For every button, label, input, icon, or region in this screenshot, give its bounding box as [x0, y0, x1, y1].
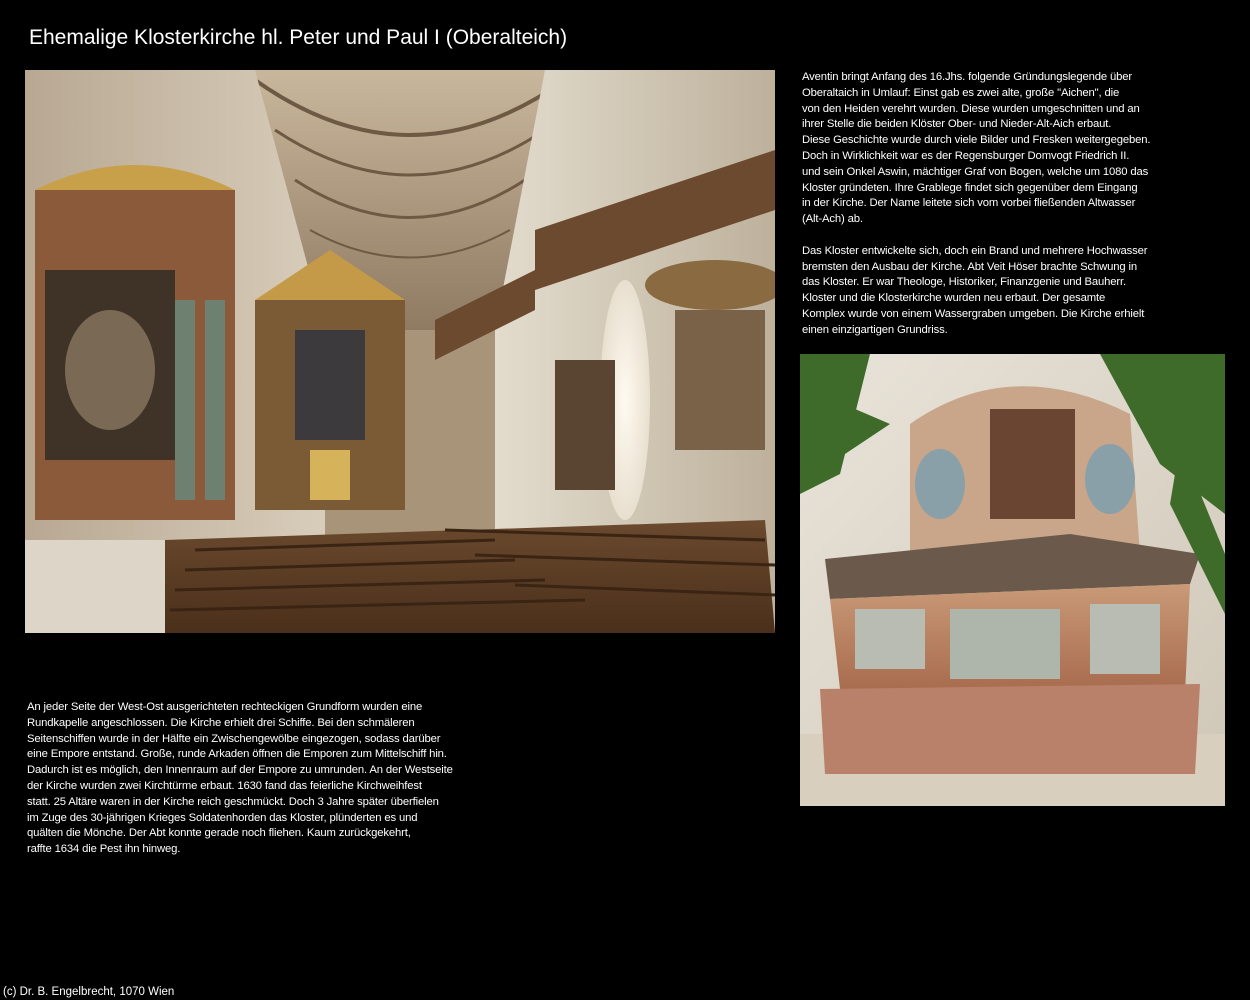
text-line: Seitenschiffen wurde in der Hälfte ein Zwischengewölbe eingezogen, sodass darüber	[27, 732, 441, 745]
tomb-photo	[800, 354, 1225, 806]
text-line: quälten die Mönche. Der Abt konnte gerade noch fliehen. Kaum zurückgekehrt,	[27, 827, 411, 840]
paragraph-gap	[802, 228, 1222, 244]
text-line: Kloster gründeten. Ihre Grablege findet sich gegenüber dem Eingang	[802, 181, 1138, 194]
text-line: ihrer Stelle die beiden Klöster Ober- und Nieder-Alt-Aich erbaut.	[802, 118, 1112, 131]
text-line: im Zuge des 30-jährigen Krieges Soldatenhorden das Kloster, plünderten es und	[27, 811, 418, 824]
church-interior-photo	[25, 70, 775, 633]
text-line: das Kloster. Er war Theologe, Historiker, Finanzgenie und Bauherr.	[802, 276, 1126, 289]
page-title: Ehemalige Klosterkirche hl. Peter und Paul I (Oberalteich)	[29, 26, 568, 49]
text-line: Dadurch ist es möglich, den Innenraum auf der Empore zu umrunden. An der Westseite	[27, 764, 453, 777]
text-line: Aventin bringt Anfang des 16.Jhs. folgende Gründungslegende über	[802, 71, 1132, 83]
text-line: Doch in Wirklichkeit war es der Regensburger Domvogt Friedrich II.	[802, 149, 1130, 162]
history-text-architecture	[27, 700, 507, 858]
text-line: Oberaltaich in Umlauf: Einst gab es zwei alte, große "Aichen", die	[802, 86, 1120, 99]
text-line: in der Kirche. Der Name leitete sich vom vorbei fließenden Altwasser	[802, 197, 1136, 210]
text-line: raffte 1634 die Pest ihn hinweg.	[27, 843, 181, 856]
text-line: eine Empore entstand. Große, runde Arkaden öffnen die Emporen zum Mittelschiff hin.	[27, 748, 447, 761]
text-line: Das Kloster entwickelte sich, doch ein Brand und mehrere Hochwasser	[802, 244, 1148, 257]
text-line: Rundkapelle angeschlossen. Die Kirche erhielt drei Schiffe. Bei den schmäleren	[27, 716, 415, 729]
text-line: von den Heiden verehrt wurden. Diese wurden umgeschnitten und an	[802, 102, 1140, 115]
text-line: (Alt-Ach) ab.	[802, 213, 863, 226]
text-line: statt. 25 Altäre waren in der Kirche reich geschmückt. Doch 3 Jahre später überfielen	[27, 795, 439, 808]
text-line: und sein Onkel Aswin, mächtiger Graf von Bogen, welche um 1080 das	[802, 165, 1149, 178]
history-text-founding	[802, 70, 1222, 339]
text-line: Kloster und die Klosterkirche wurden neu erbaut. Der gesamte	[802, 292, 1106, 305]
text-line: Komplex wurde von einem Wassergraben umgeben. Die Kirche erhielt	[802, 307, 1145, 320]
text-line: Diese Geschichte wurde durch viele Bilder und Fresken weitergegeben.	[802, 134, 1151, 147]
text-line: der Kirche wurden zwei Kirchtürme erbaut. 1630 fand das feierliche Kirchweihfest	[27, 779, 422, 792]
text-line: An jeder Seite der West-Ost ausgerichteten rechteckigen Grundform wurden eine	[27, 701, 423, 713]
text-line: einen einzigartigen Grundriss.	[802, 323, 948, 336]
copyright-notice: (c) Dr. B. Engelbrecht, 1070 Wien	[3, 986, 175, 998]
text-line: bremsten den Ausbau der Kirche. Abt Veit Höser brachte Schwung in	[802, 260, 1138, 273]
